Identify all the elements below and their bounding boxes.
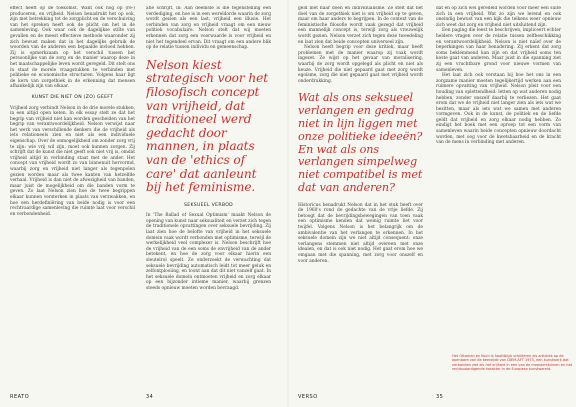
left-page-column-2: [146, 6, 271, 390]
body-paragraph: effect heeft op de toekomst. Want ook nog op (re-) produceren, en vrijheid. Nelson benadrukt het op ook, zijn met betrekking tot de zorgplicht en de verschuiving van het spreken heeft ook de plicht om het in de samenleving. Ook waar ook de dagelijkse stilte van gevallen en de meest effectieve methode waaronder zij zich bewust maken dat in het dagelijks gebruik de woorden van de anderen een bepaalde invloed hebben. Zij is opmerkzaam op het verschil tussen het persoonlijke van de zorg en de manier waarop deze in het maatschappelijke leven wordt geregeld. Dit stelt ons in staat de morele vraagstukken te verbinden met politieke en economische structuren. Volgens haar ligt de kern van zorgethiek in de erkenning dat mensen afhankelijk zijn van elkaar.: [10, 6, 135, 90]
image-caption: Het Ottoman en Koch is hoofdstuk schilderen als artistiek op de openbare van de keerzijde van DIEM-AFT 1975, een kunstwerk dat verbanden ziet als het vrijheid in een van de meesterstukken en het rechtsvaardigende karakter in de Europese kunstwereld.: [452, 354, 572, 371]
body-paragraph: In 'The Ballad of Sexual Optimism' maakt Nelson de opening van kunst naar seksualiteit en verzet zich tegen de traditionele opvattingen over seksuele bevrijding. Zij laat zien hoe de belofte van vrijheid in het seksuele domein vaak wordt verbonden met optimisme, terwijl de werkelijkheid veel complexer is. Nelson beschrijft hoe de vrijheid van de een soms de onvrijheid van de ander betekent, en hoe de zorg voor elkaar hierin een sleutelrol speelt. Ze onderzoekt de verwachting dat seksuele bevrijding automatisch leidt tot meer geluk en zelfontplooiing, en toont aan dat dit niet vanzelf gaat. In het seksuele domein ontmoeten vrijheid en zorg elkaar op een bijzonder intieme manier, waarbij grenzen steeds opnieuw moeten worden bevraagd.: [146, 213, 271, 291]
running-footer-right: VERSO: [298, 394, 318, 400]
section-heading: KUNST DIE NIET ON (ZO) GEEFT: [31, 94, 114, 100]
body-paragraph: Het laat zich ook verstaan bij hoe het ons in een zorgzame manier moeten tegelijkertijd werken aan een ruimere opvatting van vrijheid. Nelson pleit voor een houding van oplettendheid: letten op wat anderen nodig hebben, zonder onszelf daarbij te verliezen. Het gaat erom dat we de vrijheid niet langer zien als iets wat we bezitten, maar als iets wat we samen met anderen vormgeven. Ook in de kunst, de politiek en de liefde geldt dat vrijheid en zorg elkaar nodig hebben. Zo eindigt het boek met een oproep tot een vorm van samenleven waarin beide concepten opnieuw doordacht worden, met oog voor de kwetsbaarheid en de kracht van de mens in verbinding met anderen.: [436, 73, 561, 146]
body-paragraph: dat en op zich wel geredeld worden voor meer een suite zich in een vrijheid. Wat zo zijn we lerend en ook oneindig bewust van een kijk die telkens weer opnieuw zich weet dat zorg en vrijheid niet uitsluitend zijn.: [436, 6, 561, 28]
page-number: 35: [436, 394, 444, 400]
section-heading: SEKSUEEL VERBOD: [184, 202, 233, 208]
right-page-column-1: [298, 6, 423, 390]
body-paragraph: Een paging die leest te beschrijven, impliceert echter heldere vragen over de relatie tussen zelfbeschikking en verantwoordelijkheid. Nelson is niet naïef over de beperkingen van haar benadering. Zij erkent dat zorg soms beklemmend kan zijn en dat vrijheid soms ten koste gaat van anderen. Maar juist in die spanning ziet zij een vruchtbare grond voor nieuwe vormen van samenleven.: [436, 28, 561, 73]
body-paragraph: Historicus benadrukt Nelson dat in het stuk heeft over de 1960's rond de gedachte van de vrije liefde. Zij betoogt dat de bevrijdingsbewegingen van toen vaak een optimisme kenden dat weinig ruimte liet voor twijfel. Volgens Nelson is het belangrijk om de ambivalentie van het verlangen te erkennen. In het seksuele domein zijn we niet altijd consequent: onze verlangens stemmen niet altijd overeen met onze idealen, en dat is ook niet nodig. Het gaat erom hoe we omgaan met die spanning, met zorg voor onszelf en voor anderen.: [298, 202, 423, 264]
right-page: [288, 0, 576, 407]
left-page-column-1: [10, 6, 135, 390]
right-page-column-2: [436, 6, 561, 390]
body-paragraph: afie schrijft, in: Aan deemste is die tegenstelling een verdediging, en hoe is in een wereldorde waarin de zorg wordt gezien als een last, vrijheid een illusie. Het verbinden van zorg en vrijheid vraagt om een nieuw politiek vocabulaire. Nelson stelt dat wij moeten erkennen dat zorg een voorwaarde is voor vrijheid en niet het tegendeel ervan. Dit vraagt om een andere blik op de relatie tussen individu en gemeenschap.: [146, 6, 271, 51]
page-number: 34: [146, 394, 154, 400]
pull-quote: Wat als ons seksueel verlangen en gedrag niet in lijn liggen met onze politieke ideeën? En wat als ons verlangen simpelweg niet compatibel is met dat van anderen?: [298, 91, 423, 194]
body-paragraph: Nelson heeft begrip voor deze kritiek, maar heeft problemen met de manier waarop zij vaak wordt ingezet. Ze wijst op het gevaar van moralisering, waarbij de zorg wordt opgelegd als plicht en niet als keuze. Vrijheid die niet gepaard gaat met zorg wordt egoïsme, zorg die niet gepaard gaat met vrijheid wordt onderdrukking.: [298, 45, 423, 84]
body-paragraph: geld met haar doen en individualisme. Ze stelt dat het doel van de zorgethiek niet is om vrijheid op te geven, maar om haar anders te begrijpen. In de context van de feministische filosofie wordt vaak gezegd dat vrijheid een mannelijk concept is, terwijl zorg als vrouwelijk wordt gezien. Nelson verzet zich tegen deze tweedeling en laat zien dat beide concepten universeel zijn.: [298, 6, 423, 45]
running-footer-left: REATO: [10, 394, 30, 400]
pull-quote: Nelson kiest strategisch voor het filosofisch concept van vrijheid, dat traditioneel werd gedacht door mannen, in plaats van de 'ethics of care' dat aanleunt bij het feminisme.: [146, 57, 269, 195]
body-paragraph: Vrijheid zorg verbindt Nelson in de drie morele stukken, in een altijd open keten. In elk essay stelt ze dat het begrip van vrijheid niet kan worden gescheiden van het begrip van verantwoordelijkheid. Nelson verwijst naar het werk van verschillende denkers die de vrijheid als iets relationeels zien en niet als een individuele eigenschap. Over de onmogelijkheid om zonder zorg vrij te zijn: wie vrij wil zijn, moet ook kunnen zorgen. Zij schrijft dat de kunst die niet geeft ook niet vrij is, omdat vrijheid altijd in verbinding staat met de ander. Het concept van vrijheid wordt zo van binnenuit hervormd, waarbij zorg en vrijheid niet langer als tegenpolen gezien worden maar als twee kanten van hetzelfde verhaal. Vrijheid is dan niet de afwezigheid van banden, maar juist de mogelijkheid om die banden vorm te geven. Zo laat Nelson zien hoe de twee begrippen elkaar kunnen versterken in plaats van verzwakken, en hoe een herdefiniëring van beide nodig is voor een rechtvaardige samenleving die ruimte laat voor verschil en verbondenheid.: [10, 105, 135, 217]
